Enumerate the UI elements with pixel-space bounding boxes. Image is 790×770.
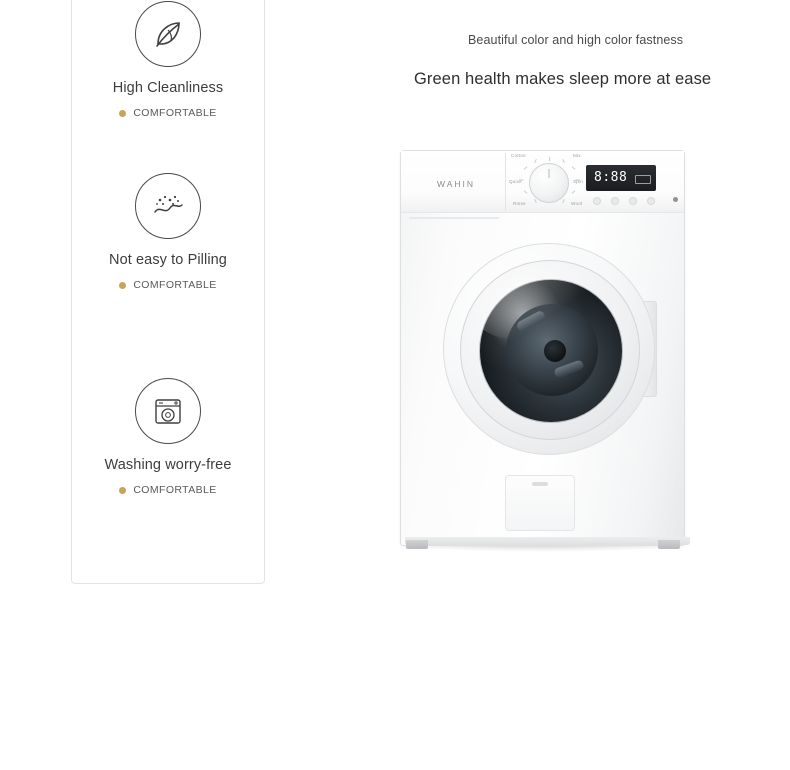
button-speed[interactable]: [629, 197, 637, 205]
washer-foot-right: [658, 540, 680, 549]
drum-center: [544, 340, 566, 362]
brand-label: WAHIN: [437, 179, 476, 189]
washer-foot-left: [406, 540, 428, 549]
feature-tag: [72, 107, 264, 119]
feature-tag-label: COMFORTABLE: [133, 107, 217, 119]
door-assembly[interactable]: [443, 243, 655, 455]
feature-panel: [71, 0, 265, 584]
display-indicator-icon: [635, 175, 651, 184]
marketing-subtitle: Beautiful color and high color fastness: [468, 33, 684, 47]
door-glass: [479, 279, 623, 423]
feature-title: High Cleanliness: [112, 80, 224, 96]
program-label-mix: Mix: [573, 153, 581, 158]
control-panel: [401, 151, 684, 213]
feature-item-not-easy-to-pilling: [72, 173, 264, 291]
detergent-drawer[interactable]: [505, 475, 575, 531]
feature-tag-label: COMFORTABLE: [133, 279, 217, 291]
feature-tag-label: COMFORTABLE: [133, 484, 217, 496]
button-delay[interactable]: [647, 197, 655, 205]
fabric-pilling-icon: [135, 173, 201, 239]
program-label-rinse: Rinse: [513, 201, 526, 206]
washing-machine-icon: [135, 378, 201, 444]
drawer-handle[interactable]: [532, 482, 548, 486]
leaf-icon: [135, 1, 201, 67]
display-digits: 8:88: [594, 170, 628, 185]
feature-title: Washing worry-free: [104, 457, 232, 473]
washing-machine-product-image: [396, 146, 688, 558]
feature-tag: [72, 279, 264, 291]
washer-body: [400, 150, 685, 546]
program-label-cotton: Cotton: [511, 153, 526, 158]
feature-tag: [72, 484, 264, 496]
marketing-headline: Green health makes sleep more at ease: [414, 70, 712, 88]
feature-title: Not easy to Pilling: [109, 252, 227, 268]
display-screen: [586, 165, 656, 191]
program-label-wool: Wool: [571, 201, 583, 206]
bullet-dot-icon: [119, 282, 126, 289]
panel-divider: [505, 153, 506, 211]
program-selector-dial[interactable]: [529, 163, 569, 203]
program-label-quick: Quick: [509, 179, 522, 184]
washer-base: [405, 537, 690, 545]
program-label-spin: Spin: [573, 179, 583, 184]
power-indicator-icon: [673, 197, 678, 202]
feature-item-high-cleanliness: [72, 1, 264, 119]
bullet-dot-icon: [119, 487, 126, 494]
door-handle[interactable]: [409, 217, 499, 219]
button-temp[interactable]: [611, 197, 619, 205]
bullet-dot-icon: [119, 110, 126, 117]
door-ring: [460, 260, 640, 440]
drum-fin: [553, 359, 585, 379]
feature-item-washing-worry-free: [72, 378, 264, 496]
button-start[interactable]: [593, 197, 601, 205]
